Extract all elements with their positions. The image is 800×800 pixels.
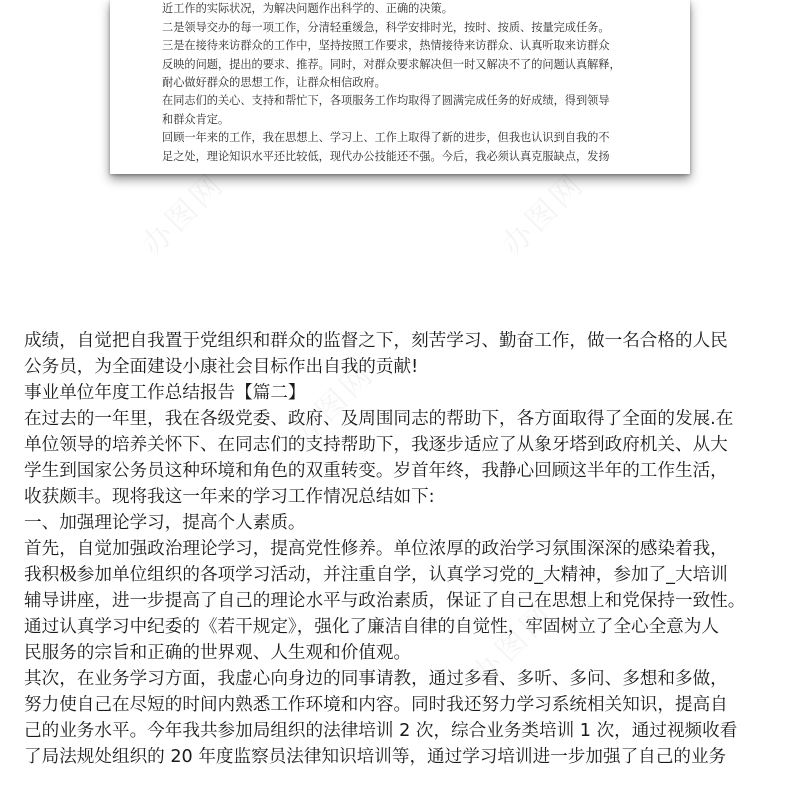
body-line: 辅导讲座，进一步提高了自己的理论水平与政治素质，保证了自己在思想上和党保持一致性。 [24, 591, 746, 611]
body-line: 了局法规处组织的 20 年度监察员法律知识培训等，通过学习培训进一步加强了自己的业务 [24, 747, 727, 767]
watermark [129, 160, 232, 263]
body-line: 努力使自己在尽短的时间内熟悉工作环境和内容。同时我还努力学习系统相关知识，提高自 [24, 695, 728, 715]
body-line: 首先，自觉加强政治理论学习，提高党性修养。单位浓厚的政治学习氛围深深的感染着我， [24, 539, 728, 559]
preview-card-text [162, 0, 642, 166]
body-line: 己的业务水平。今年我共参加局组织的法律培训 2 次，综合业务类培训 1 次，通过视频收看 [24, 721, 738, 741]
preview-line: 足之处，理论知识水平还比较低，现代办公技能还不强。今后，我必须认真克服缺点，发扬 [162, 149, 610, 163]
watermark [489, 160, 592, 263]
body-line: 其次，在业务学习方面，我虚心向身边的同事请教，通过多看、多听、多问、多想和多做， [24, 669, 728, 689]
document-body [24, 328, 780, 770]
body-line: 民服务的宗旨和正确的世界观、人生观和价值观。 [24, 643, 412, 663]
body-line: 成绩，自觉把自我置于党组织和群众的监督之下，刻苦学习、勤奋工作，做一名合格的人民 [24, 331, 728, 351]
document-preview-card [110, 0, 690, 174]
preview-line: 耐心做好群众的思想工作，让群众相信政府。 [162, 76, 386, 90]
preview-line: 和群众肯定。 [162, 112, 230, 126]
preview-line: 回顾一年来的工作，我在思想上、学习上、工作上取得了新的进步，但我也认识到自我的不 [162, 131, 610, 145]
preview-line: 近工作的实际状况，为解决问题作出科学的、正确的决策。 [162, 2, 453, 16]
preview-line: 三是在接待来访群众的工作中，坚持按照工作要求，热情接待来访群众、认真听取来访群众 [162, 39, 610, 53]
body-line: 公务员，为全面建设小康社会目标作出自我的贡献! [24, 357, 419, 377]
subsection-heading: 一、加强理论学习，提高个人素质。 [24, 513, 306, 533]
body-line: 在过去的一年里，我在各级党委、政府、及周围同志的帮助下，各方面取得了全面的发展.在 [24, 409, 734, 429]
preview-line: 在同志们的关心、支持和帮忙下，各项服务工作均取得了圆满完成任务的好成绩，得到领导 [162, 94, 610, 108]
body-line: 收获颇丰。现将我这一年来的学习工作情况总结如下: [24, 487, 435, 507]
preview-line: 二是领导交办的每一项工作，分清轻重缓急，科学安排时光，按时、按质、按量完成任务。 [162, 20, 610, 34]
body-line: 我积极参加单位组织的各项学习活动，并注重自学，认真学习党的_大精神，参加了_大培训 [24, 565, 728, 585]
body-line: 学生到国家公务员这种环境和角色的双重转变。岁首年终，我静心回顾这半年的工作生活， [24, 461, 728, 481]
preview-line: 反映的问题，提出的要求、推荐。同时，对群众要求解决但一时又解决不了的问题认真解释， [162, 57, 621, 71]
section-title: 事业单位年度工作总结报告【篇二】 [24, 383, 306, 403]
body-line: 通过认真学习中纪委的《若干规定》，强化了廉洁自律的自觉性，牢固树立了全心全意为人 [24, 617, 719, 637]
body-line: 单位领导的培养关怀下、在同志们的支持帮助下，我逐步适应了从象牙塔到政府机关、从大 [24, 435, 728, 455]
